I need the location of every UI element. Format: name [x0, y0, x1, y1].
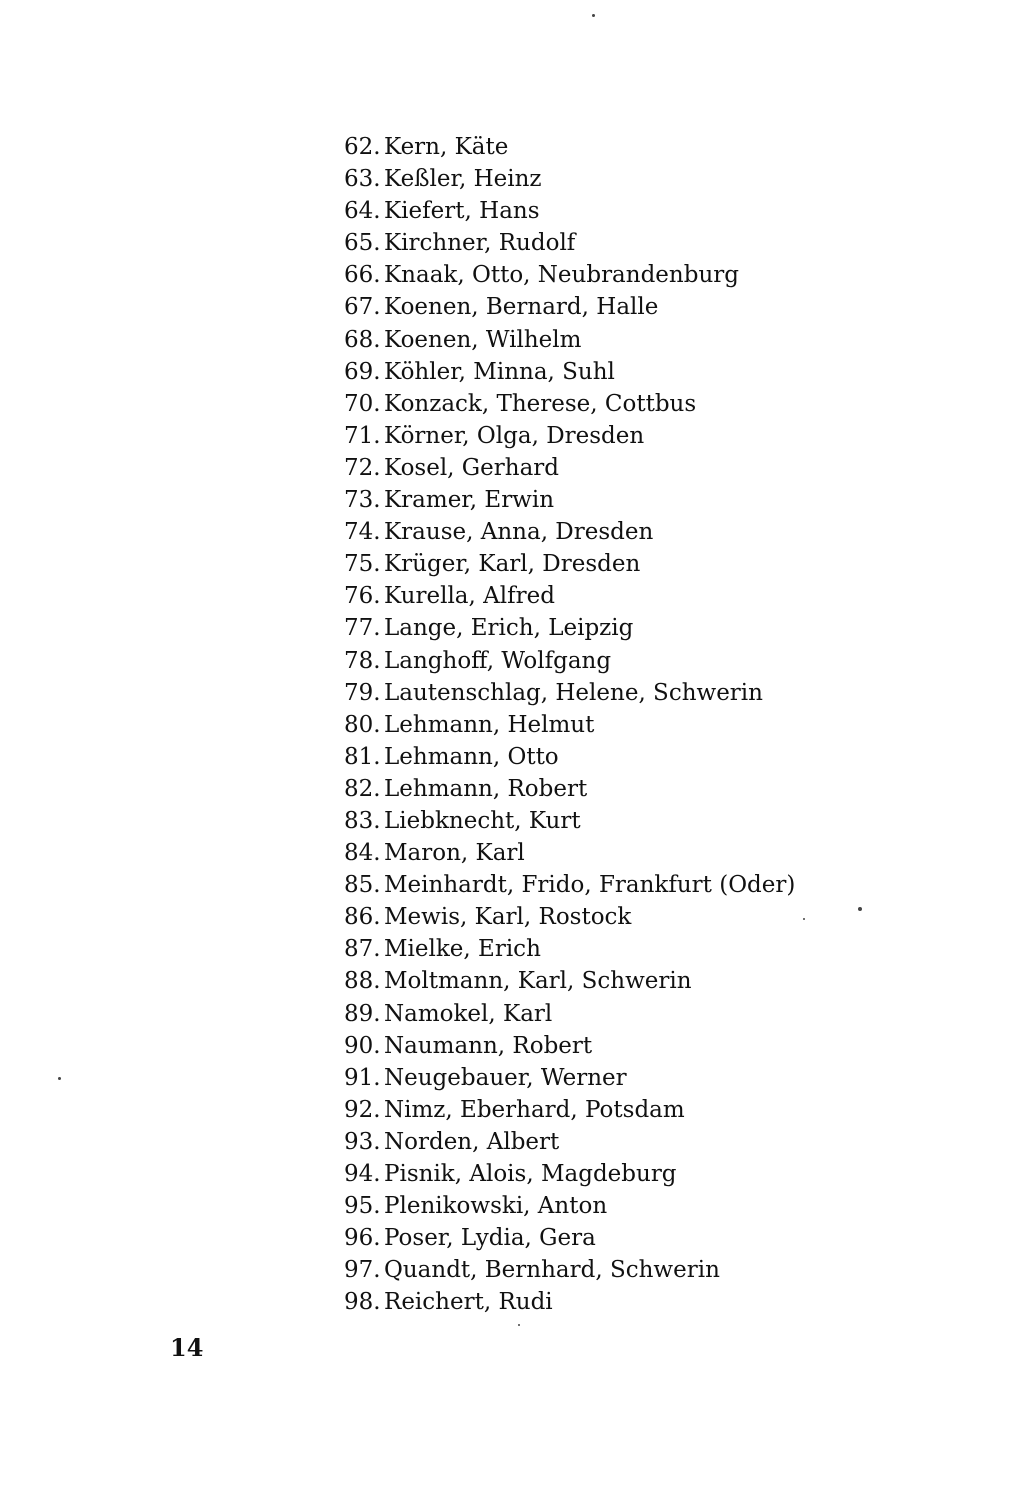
list-item	[344, 837, 795, 869]
entry-number: 87.	[344, 936, 381, 963]
entry-number: 96.	[344, 1225, 381, 1252]
entry-number: 68.	[344, 326, 381, 353]
entry-number: 72.	[344, 454, 381, 481]
list-item	[344, 612, 795, 644]
entry-number: 94.	[344, 1161, 381, 1187]
list-item	[344, 1254, 795, 1286]
entry-number: 74.	[344, 519, 381, 546]
entry-number: 80.	[344, 711, 381, 738]
list-item	[344, 1286, 795, 1318]
list-item	[344, 741, 795, 773]
entry-name: Krüger, Karl, Dresden	[384, 551, 641, 578]
entry-name: Lehmann, Otto	[384, 743, 559, 770]
entry-name: Köhler, Minna, Suhl	[384, 358, 615, 385]
entry-number: 91.	[344, 1064, 381, 1091]
entry-number: 69.	[344, 358, 381, 385]
list-item	[344, 709, 795, 741]
entry-number: 98.	[344, 1289, 381, 1316]
entry-number: 92.	[344, 1096, 381, 1123]
entry-name: Keßler, Heinz	[384, 166, 542, 193]
name-list	[344, 131, 795, 1318]
entry-number: 71.	[344, 422, 381, 449]
list-item	[344, 901, 795, 933]
entry-name: Moltmann, Karl, Schwerin	[384, 968, 692, 995]
list-item	[344, 1030, 795, 1062]
list-item	[344, 195, 795, 227]
entry-name: Kirchner, Rudolf	[384, 230, 576, 257]
entry-name: Lehmann, Helmut	[384, 711, 595, 738]
entry-name: Nimz, Eberhard, Potsdam	[384, 1096, 685, 1123]
entry-name: Naumann, Robert	[384, 1032, 593, 1059]
list-item	[344, 324, 795, 356]
entry-number: 81.	[344, 743, 381, 770]
list-item	[344, 773, 795, 805]
list-item	[344, 516, 795, 548]
entry-number: 65.	[344, 230, 381, 257]
entry-number: 70.	[344, 390, 381, 417]
list-item	[344, 227, 795, 259]
list-item	[344, 869, 795, 901]
entry-number: 64.	[344, 198, 381, 225]
entry-number: 85.	[344, 872, 381, 899]
list-item	[344, 388, 795, 420]
list-item	[344, 548, 795, 580]
entry-name: Quandt, Bernhard, Schwerin	[384, 1257, 720, 1284]
scan-speck	[858, 907, 862, 911]
entry-number: 93.	[344, 1128, 381, 1155]
list-item	[344, 356, 795, 388]
list-item	[344, 452, 795, 484]
list-item	[344, 677, 795, 709]
entry-number: 66.	[344, 262, 381, 289]
entry-name: Konzack, Therese, Cottbus	[384, 390, 697, 417]
scan-speck	[518, 1324, 520, 1326]
entry-name: Mewis, Karl, Rostock	[384, 904, 632, 931]
list-item	[344, 1062, 795, 1094]
entry-name: Kiefert, Hans	[384, 198, 540, 225]
entry-name: Poser, Lydia, Gera	[384, 1225, 596, 1252]
entry-name: Meinhardt, Frido, Frankfurt (Oder)	[384, 872, 796, 899]
list-item	[344, 1094, 795, 1126]
entry-number: 76.	[344, 583, 381, 610]
list-item	[344, 1126, 795, 1158]
entry-number: 84.	[344, 840, 381, 867]
entry-number: 83.	[344, 807, 381, 834]
entry-number: 75.	[344, 551, 381, 578]
entry-number: 63.	[344, 166, 381, 193]
entry-name: Koenen, Bernard, Halle	[384, 294, 659, 321]
list-item	[344, 259, 795, 291]
entry-number: 82.	[344, 775, 381, 802]
entry-number: 79.	[344, 679, 381, 706]
entry-name: Reichert, Rudi	[384, 1289, 553, 1316]
entry-name: Liebknecht, Kurt	[384, 807, 581, 834]
entry-name: Mielke, Erich	[384, 936, 541, 963]
entry-name: Körner, Olga, Dresden	[384, 422, 645, 449]
entry-name: Kosel, Gerhard	[384, 454, 560, 481]
entry-name: Koenen, Wilhelm	[384, 326, 582, 353]
list-item	[344, 163, 795, 195]
list-item	[344, 291, 795, 323]
list-item	[344, 580, 795, 612]
entry-name: Kramer, Erwin	[384, 487, 555, 514]
entry-number: 78.	[344, 647, 381, 674]
list-item	[344, 1190, 795, 1222]
entry-number: 90.	[344, 1032, 381, 1059]
entry-number: 73.	[344, 487, 381, 514]
entry-number: 86.	[344, 904, 381, 931]
entry-name: Lehmann, Robert	[384, 775, 588, 802]
entry-number: 62.	[344, 134, 381, 160]
entry-name: Kern, Käte	[384, 134, 509, 160]
scan-speck	[803, 918, 805, 920]
entry-name: Langhoff, Wolfgang	[384, 647, 612, 674]
entry-number: 77.	[344, 615, 381, 642]
entry-number: 89.	[344, 1000, 381, 1027]
list-item	[344, 1222, 795, 1254]
list-item	[344, 933, 795, 965]
entry-name: Krause, Anna, Dresden	[384, 519, 654, 546]
list-item	[344, 998, 795, 1030]
list-item	[344, 645, 795, 677]
entry-number: 88.	[344, 968, 381, 995]
list-item	[344, 805, 795, 837]
entry-number: 67.	[344, 294, 381, 321]
entry-name: Namokel, Karl	[384, 1000, 553, 1027]
list-item	[344, 965, 795, 997]
entry-name: Pisnik, Alois, Magdeburg	[384, 1161, 677, 1187]
list-item	[344, 420, 795, 452]
list-item	[344, 1158, 795, 1190]
entry-name: Neugebauer, Werner	[384, 1064, 627, 1091]
entry-name: Norden, Albert	[384, 1128, 560, 1155]
entry-name: Kurella, Alfred	[384, 583, 555, 610]
entry-number: 95.	[344, 1193, 381, 1220]
list-item	[344, 131, 795, 163]
scan-speck	[592, 14, 595, 17]
scan-speck	[58, 1077, 61, 1080]
entry-number: 97.	[344, 1257, 381, 1284]
list-item	[344, 484, 795, 516]
entry-name: Lautenschlag, Helene, Schwerin	[384, 679, 763, 706]
page-number: 14	[170, 1333, 204, 1362]
entry-name: Knaak, Otto, Neubrandenburg	[384, 262, 739, 289]
entry-name: Plenikowski, Anton	[384, 1193, 608, 1220]
entry-name: Lange, Erich, Leipzig	[384, 615, 634, 642]
entry-name: Maron, Karl	[384, 840, 525, 867]
